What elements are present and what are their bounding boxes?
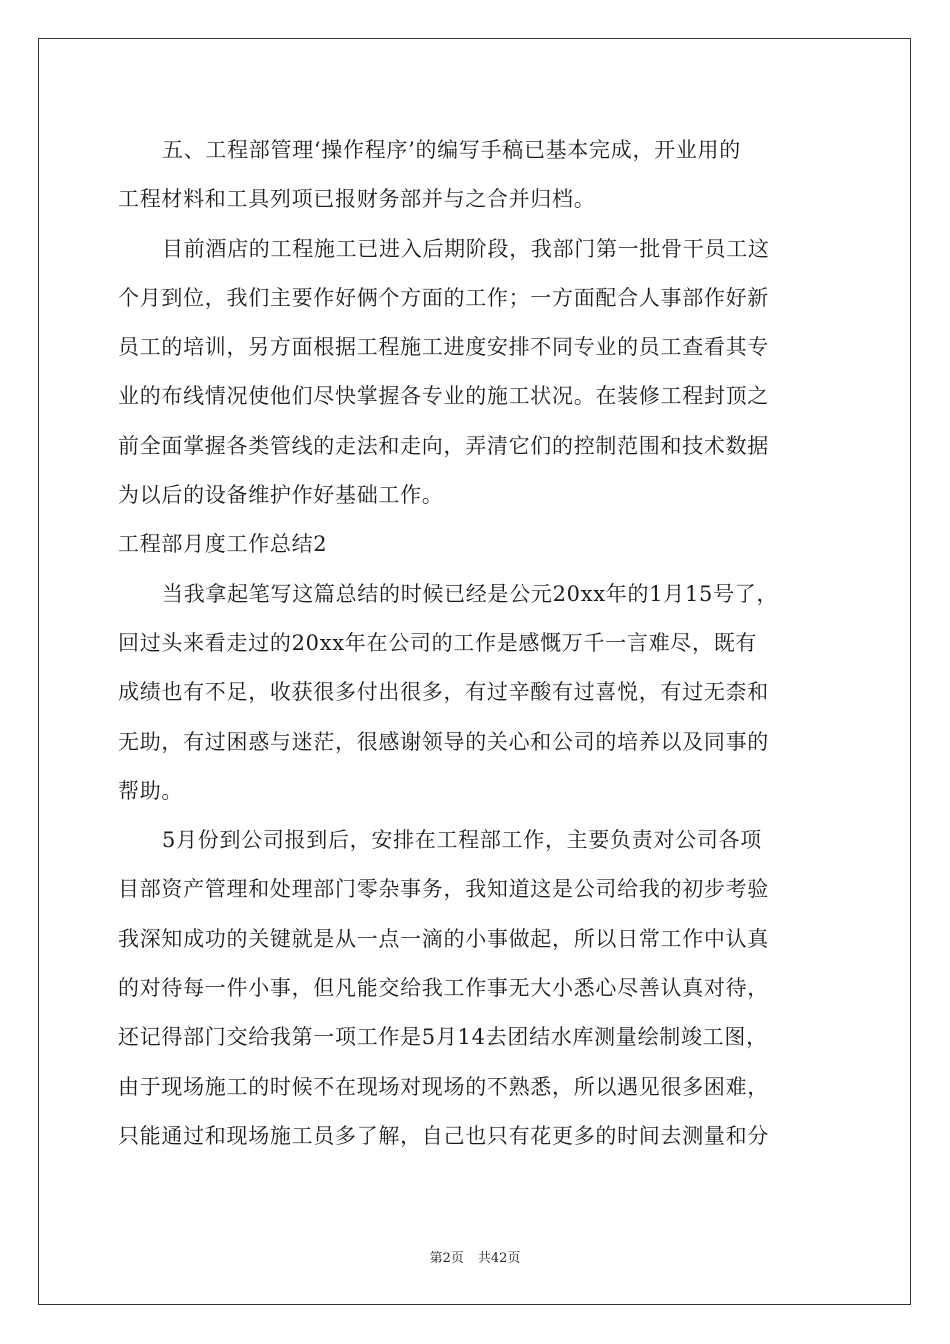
text-line: 帮助。 — [118, 778, 184, 803]
text-line: 五、工程部管理‘操作程序’的编写手稿已基本完成，开业用的 — [162, 138, 741, 162]
text-line: 工程材料和工具列项已报财务部并与之合并归档。 — [118, 187, 596, 212]
text-line: 目部资产管理和处理部门零杂事务，我知道这是公司给我的初步考验 — [118, 877, 769, 902]
text-line: 个月到位，我们主要作好俩个方面的工作；一方面配合人事部作好新 — [118, 285, 769, 310]
text-line: 还记得部门交给我第一项工作是5月14去团结水库测量绘制竣工图， — [118, 1025, 768, 1050]
text-line: 当我拿起笔写这篇总结的时候已经是公元20xx年的1月15号了， — [162, 581, 779, 606]
document-body — [118, 126, 838, 1161]
text-line: 我深知成功的关键就是从一点一滴的小事做起，所以日常工作中认真 — [118, 926, 769, 951]
text-line: 回过头来看走过的20xx年在公司的工作是感慨万千一言难尽，既有 — [118, 630, 758, 655]
text-line: 为以后的设备维护作好基础工作。 — [118, 483, 444, 508]
total-pages-label: 共42页 — [477, 1251, 521, 1266]
text-line: 员工的培训，另方面根据工程施工进度安排不同专业的员工查看其专 — [118, 335, 769, 360]
text-line: 由于现场施工的时候不在现场对现场的不熟悉，所以遇见很多困难， — [118, 1074, 769, 1099]
text-line: 前全面掌握各类管线的走法和走向，弄清它们的控制范围和技术数据 — [118, 433, 769, 458]
current-page-label: 第2页 — [429, 1251, 464, 1266]
text-line: 只能通过和现场施工员多了解，自己也只有花更多的时间去测量和分 — [118, 1123, 769, 1148]
text-line: 目前酒店的工程施工已进入后期阶段，我部门第一批骨干员工这 — [162, 236, 770, 261]
text-line: 5月份到公司报到后，安排在工程部工作，主要负责对公司各项 — [162, 828, 762, 853]
section-heading: 工程部月度工作总结2 — [118, 532, 328, 557]
text-line: 的对待每一件小事，但凡能交给我工作事无大小悉心尽善认真对待， — [118, 976, 769, 1001]
text-line: 成绩也有不足，收获很多付出很多，有过辛酸有过喜悦，有过无柰和 — [118, 680, 769, 705]
page-footer — [0, 1247, 950, 1266]
text-line: 业的布线情况使他们尽快掌握各专业的施工状况。在装修工程封顶之 — [118, 384, 769, 409]
text-line: 无助，有过困惑与迷茫，很感谢领导的关心和公司的培养以及同事的 — [118, 729, 769, 754]
